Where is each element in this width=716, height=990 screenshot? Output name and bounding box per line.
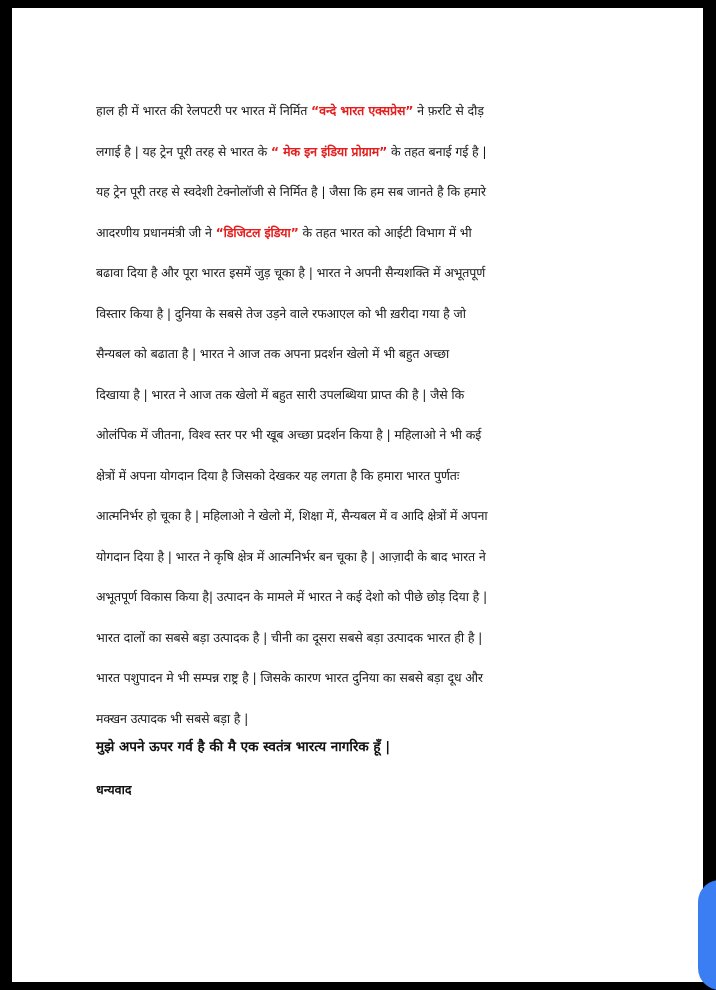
- text-line: [96, 618, 616, 659]
- text-run: मक्खन उत्पादक भी सबसे बड़ा है |: [96, 710, 249, 726]
- body-paragraph: [96, 91, 616, 739]
- text-line: [96, 172, 616, 213]
- text-run: आत्मनिर्भर हो चूका है | महिलाओ ने खेलो में, शिक्षा में, सैन्यबल में व आदि क्षेत्रों में अपना: [96, 508, 488, 523]
- highlight-vande-bharat-express: “वन्दे भारत एक्सप्रेस”: [311, 103, 414, 118]
- text-run: यह ट्रेन पूरी तरह से स्वदेशी टेक्नोलॉजी से निर्मित है | जैसा कि हम सब जानते है कि हमारे: [96, 184, 486, 199]
- text-line: [96, 375, 616, 416]
- text-run: भारत दालों का सबसे बड़ा उत्पादक है | चीनी का दूसरा सबसे बड़ा उत्पादक भारत ही है |: [96, 629, 483, 645]
- text-line: [96, 334, 616, 375]
- text-run: अभूतपूर्ण विकास किया है| उत्पादन के मामले में भारत ने कई देशो को पीछे छोड़ दिया है |: [96, 589, 488, 604]
- document-page: [12, 8, 703, 982]
- text-line: [96, 91, 616, 132]
- text-run: ने फ़रटि से दौड़: [413, 103, 484, 118]
- scroll-handle[interactable]: [698, 880, 716, 990]
- text-run: विस्तार किया है | दुनिया के सबसे तेज उड़ने वाले रफआएल को भी ख़रीदा गया है जो: [96, 305, 466, 321]
- closing-statement: मुझे अपने ऊपर गर्व है की मै एक स्वतंत्र भारत्य नागरिक हूँ |: [96, 739, 391, 755]
- text-run: लगाई है | यह ट्रेन पूरी तरह से भारत के: [96, 143, 271, 159]
- text-run: बढावा दिया है और पूरा भारत इसमें जुड़ चूका है | भारत ने अपनी सैन्यशक्ति में अभूतपूर्ण: [96, 265, 486, 280]
- text-run: भारत पशुपादन मे भी सम्पन्न राष्ट्र है | जिसके कारण भारत दुनिया का सबसे बड़ा दूध और: [96, 670, 483, 685]
- text-run: के तहत भारत को आईटी विभाग में भी: [298, 224, 472, 240]
- text-line: [96, 577, 616, 618]
- text-line: [96, 132, 616, 173]
- highlight-digital-india: “डिजिटल इंडिया”: [215, 224, 299, 240]
- signoff-thanks: धन्यवाद: [96, 782, 132, 797]
- text-line: [96, 537, 616, 578]
- text-line: [96, 294, 616, 335]
- text-run: के तहत बनाई गई है |: [387, 143, 487, 159]
- text-line: [96, 496, 616, 537]
- text-run: दिखाया है | भारत ने आज तक खेलो में बहुत सारी उपलब्धिया प्राप्त की है | जैसे कि: [96, 386, 465, 402]
- highlight-make-in-india: “ मेक इन इंडिया प्रोग्राम”: [270, 143, 388, 159]
- text-run: क्षेत्रों में अपना योगदान दिया है जिसको देखकर यह लगता है कि हमारा भारत पुर्णतः: [96, 467, 460, 483]
- text-run: ओलंपिक में जीतना, विश्व स्तर पर भी खूब अच्छा प्रदर्शन किया है | महिलाओ ने भी कई: [96, 427, 482, 442]
- text-line: [96, 415, 616, 456]
- text-run: हाल ही में भारत की रेलपटरी पर भारत में निर्मित: [96, 103, 312, 118]
- text-run: योगदान दिया है | भारत ने कृषि क्षेत्र में आत्मनिर्भर बन चूका है | आज़ादी के बाद भारत ने: [96, 548, 486, 564]
- text-line: [96, 253, 616, 294]
- text-run: सैन्यबल को बढाता है | भारत ने आज तक अपना प्रदर्शन खेलो में भी बहुत अच्छा: [96, 346, 450, 361]
- text-line: [96, 213, 616, 254]
- text-line: [96, 456, 616, 497]
- text-run: आदरणीय प्रधानमंत्री जी ने: [96, 224, 216, 240]
- text-line: [96, 658, 616, 699]
